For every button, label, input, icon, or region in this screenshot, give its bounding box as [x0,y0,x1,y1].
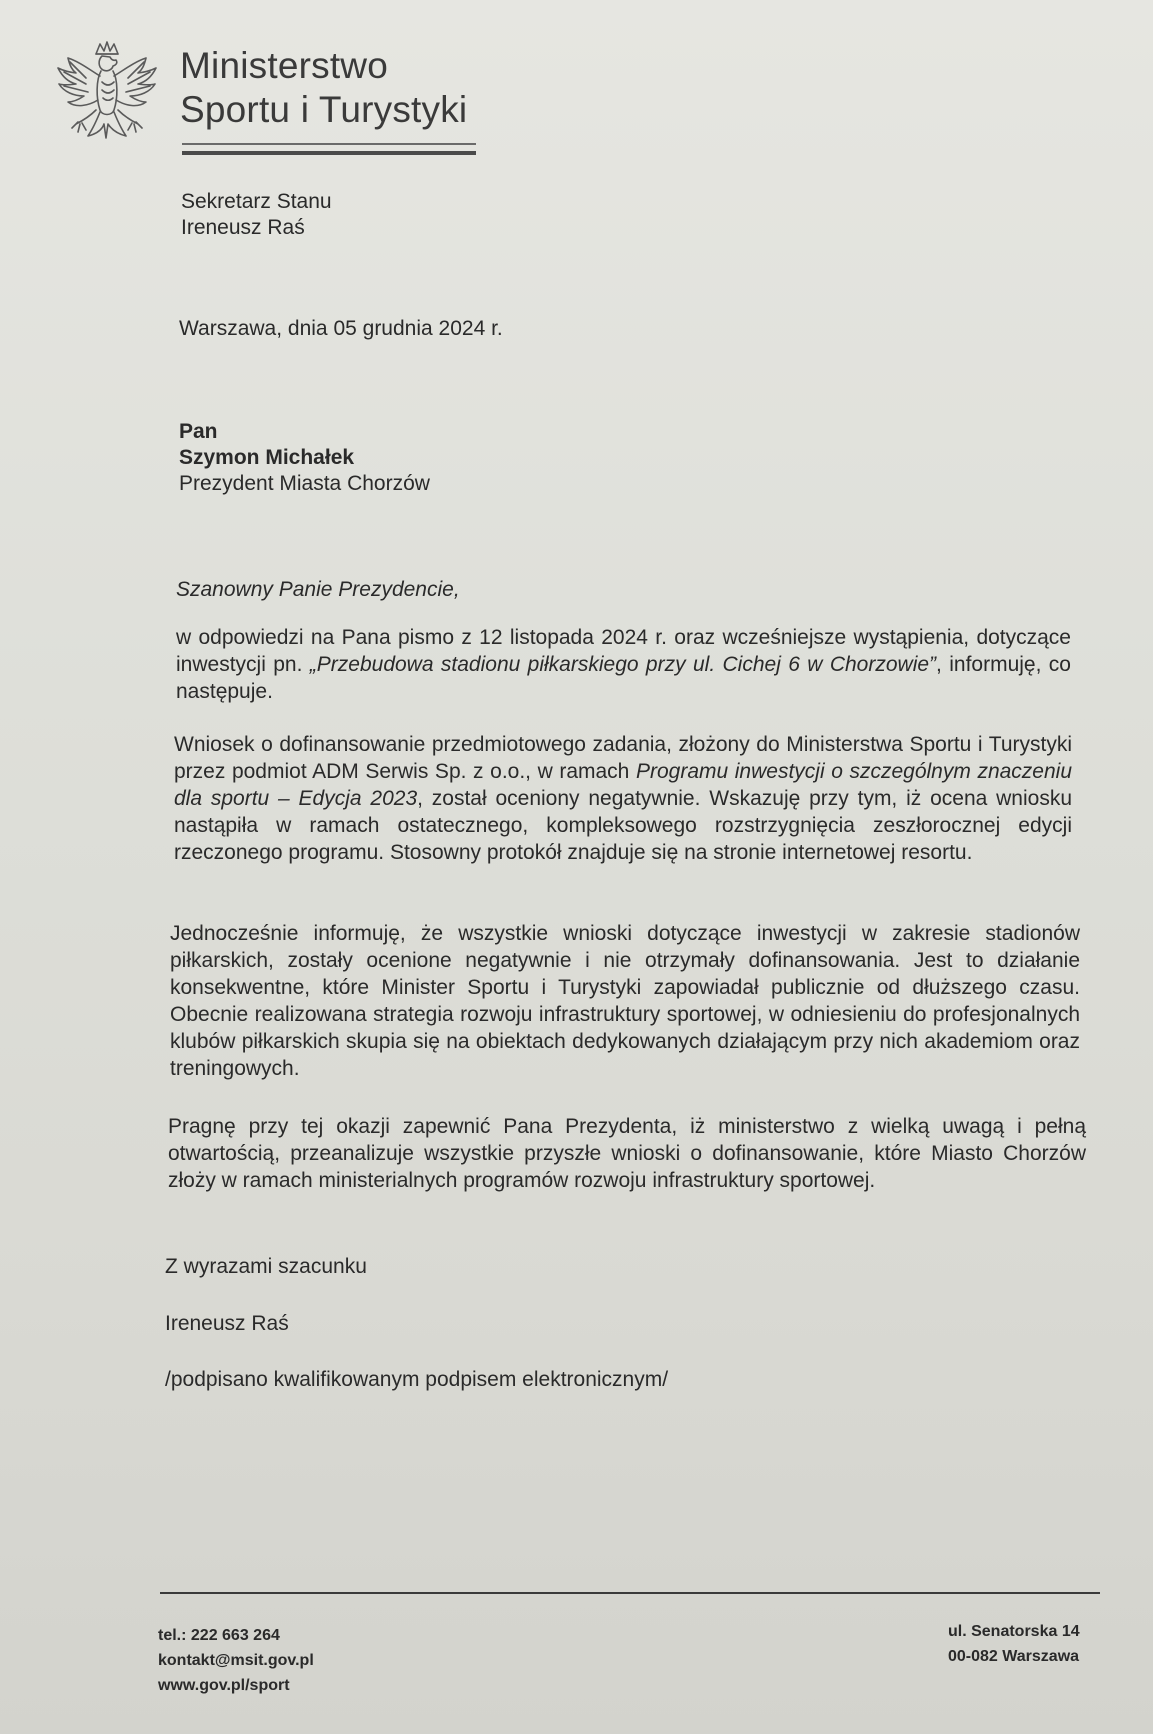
letter-date: Warszawa, dnia 05 grudnia 2024 r. [179,317,503,340]
footer-street: ul. Senatorska 14 [948,1623,1080,1640]
header-divider-thin [182,143,476,145]
footer-divider [160,1592,1100,1594]
para2-text-start: Wniosek o dofinansowanie przedmiotowego zadania, złożony do Ministerstwa Sportu i Turystyki przez podmiot ADM Serwis Sp. z o.o., w ramach [174,733,1072,783]
addressee-position: Prezydent Miasta Chorzów [179,472,430,495]
body-paragraph-1 [176,624,1071,705]
footer-city: 00-082 Warszawa [948,1648,1080,1665]
investment-title: „Przebudowa stadionu piłkarskiego przy ul. Cichej 6 w Chorzowie” [309,653,937,676]
body-paragraph-4: Pragnę przy tej okazji zapewnić Pana Prezydenta, iż ministerstwo z wielką uwagą i pełną otwartością, przeanalizuje wszystkie przyszłe wnioski o dofinansowanie, które Miasto Chorzów złoży w ramach ministerialnych programów rozwoju infrastruktury sportowej. [168,1115,1086,1192]
addressee-block [179,419,430,497]
body-paragraph-2 [174,731,1072,866]
ministry-name [180,44,467,132]
sender-name: Ireneusz Raś [181,216,305,239]
sender-block [181,189,332,241]
footer-phone: tel.: 222 663 264 [158,1627,280,1644]
body-paragraph-3: Jednocześnie informuję, że wszystkie wnioski dotyczące inwestycji w zakresie stadionów piłkarskich, zostały ocenione negatywnie i nie otrzymały dofinansowania. Jest to działanie konsekwentne, które Minister Sportu i Turystyki zapowiadał publicznie od dłuższego czasu. Obecnie realizowana strategia rozwoju infrastruktury sportowej, w odniesieniu do profesjonalnych klubów piłkarskich skupia się na obiektach dedykowanych działającym przy nich akademiom oraz treningowych. [170,922,1080,1080]
addressee-name: Szymon Michałek [179,446,355,469]
para2-text-end: , został oceniony negatywnie. Wskazuję przy tym, iż ocena wniosku nastąpiła w ramach ostatecznego, kompleksowego rozstrzygnięcia zeszłorocznej edycji rzeczonego programu. Stosowny protokół znajduje się na stronie internetowej resortu. [174,787,1072,864]
footer-website: www.gov.pl/sport [158,1677,290,1694]
footer-contact [158,1623,314,1698]
footer-address [948,1619,1080,1669]
para1-text-end: , informuję, co następuje. [176,653,1071,703]
polish-eagle-emblem-icon [56,40,158,158]
salutation: Szanowny Panie Prezydencie, [176,578,460,601]
para1-text-start: w odpowiedzi na Pana pismo z 12 listopada 2024 r. oraz wcześniejsze wystąpienia, dotyczące inwestycji pn. [176,626,1071,676]
header-divider-thick [182,151,476,155]
signature-note: /podpisano kwalifikowanym podpisem elektronicznym/ [165,1368,669,1391]
closing: Z wyrazami szacunku [165,1255,367,1278]
ministry-name-line2: Sportu i Turystyki [180,89,468,130]
signer-name: Ireneusz Raś [165,1312,289,1335]
addressee-honorific: Pan [179,420,218,443]
sender-title: Sekretarz Stanu [181,190,332,213]
footer-email: kontakt@msit.gov.pl [158,1652,314,1669]
ministry-name-line1: Ministerstwo [180,45,388,86]
program-name: Programu inwestycji o szczególnym znaczeniu dla sportu – Edycja 2023 [174,760,1073,810]
